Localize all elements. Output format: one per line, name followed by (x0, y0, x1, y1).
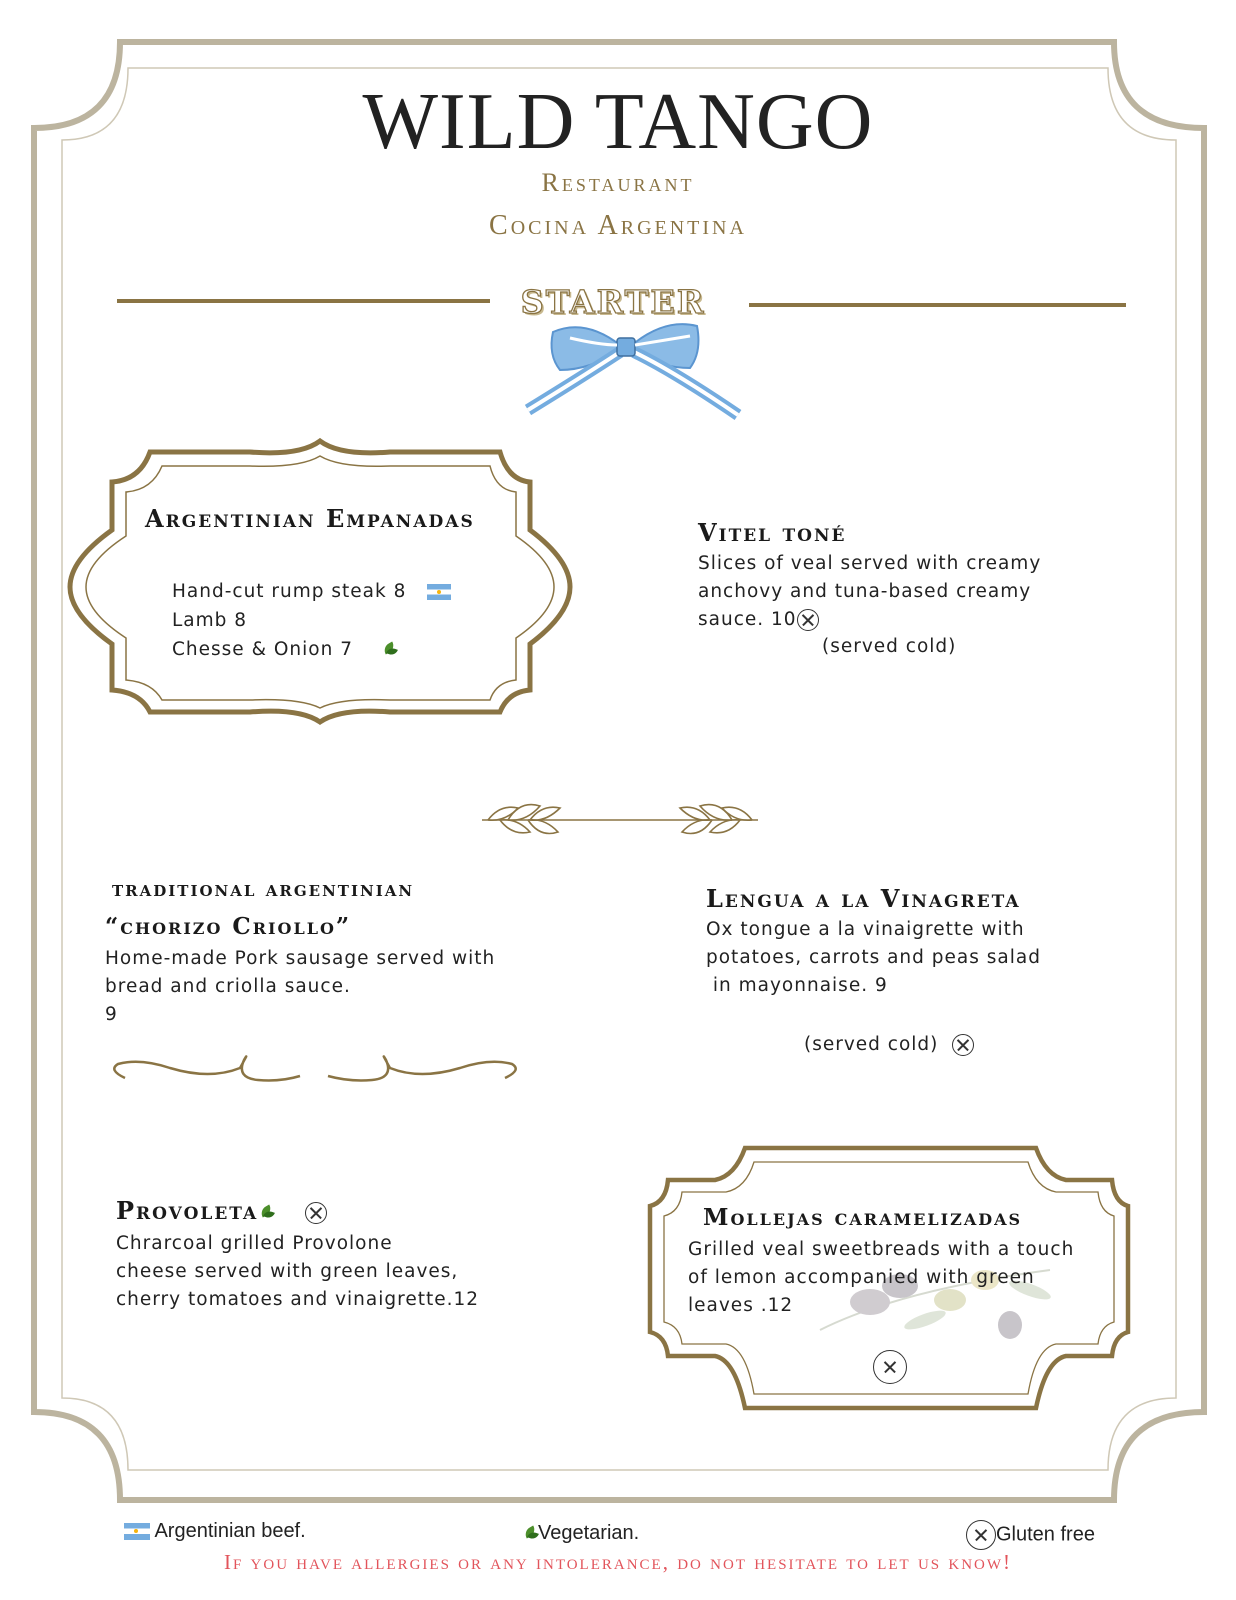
empanadas-line-3: Chesse & Onion 7 (172, 635, 451, 664)
empanadas-list (172, 577, 451, 664)
restaurant-tagline: Cocina Argentina (489, 210, 747, 241)
gluten-free-icon (797, 609, 819, 631)
chorizo-title-line2: “chorizo Criollo” (105, 913, 352, 940)
chorizo-description: Home-made Pork sausage served with bread and criolla sauce. 9 (105, 948, 496, 1025)
flourish-divider (114, 1056, 515, 1080)
gluten-free-icon (966, 1520, 996, 1550)
argentina-flag-icon (427, 584, 451, 600)
provoleta-description: Chrarcoal grilled Provolone cheese served with green leaves, cherry tomatoes and vinaigrette.12 (116, 1233, 480, 1310)
gluten-free-icon (873, 1350, 907, 1384)
vitel-note: (served cold) (822, 636, 957, 657)
leaf-icon (258, 1206, 274, 1220)
lengua-title: Lengua a la Vinagreta (706, 884, 1021, 913)
empanadas-line-2: Lamb 8 (172, 610, 248, 631)
lengua-note-row: (served cold) (804, 1031, 974, 1059)
lengua-description: Ox tongue a la vinaigrette with potatoes, carrots and peas salad in mayonnaise. 9 (706, 919, 1041, 996)
chorizo-title-line1: traditional argentinian (112, 876, 415, 901)
vitel-title: Vitel toné (698, 518, 847, 547)
restaurant-title: WILD TANGO (362, 78, 874, 166)
empanadas-line-1: Hand-cut rump steak 8 (172, 577, 451, 606)
argentina-flag-icon (124, 1523, 150, 1540)
leaf-icon (381, 643, 397, 657)
mollejas-gluten-free (873, 1350, 907, 1384)
provoleta-title-row: Provoleta (116, 1196, 327, 1225)
laurel-divider (482, 805, 758, 834)
gluten-free-icon (305, 1202, 327, 1224)
legend-gluten-free: Gluten free (966, 1520, 1095, 1550)
allergy-notice: If you have allergies or any intolerance, do not hesitate to let us know! (223, 1550, 1013, 1574)
mollejas-description: Grilled veal sweetbreads with a touch of lemon accompanied with green leaves .12 (688, 1239, 1075, 1316)
section-title: STARTER (520, 283, 706, 321)
mollejas-title: Mollejas caramelizadas (703, 1204, 1023, 1231)
ribbon-bow-icon (528, 324, 738, 415)
empanadas-title: Argentinian Empanadas (145, 504, 475, 533)
legend-vegetarian: Vegetarian. (522, 1522, 639, 1545)
legend-beef: Argentinian beef. (124, 1520, 306, 1543)
restaurant-subtitle: Restaurant (541, 168, 695, 197)
leaf-icon (522, 1527, 538, 1541)
vitel-description: Slices of veal served with creamy anchovy and tuna-based creamy sauce. 10 (698, 553, 1042, 630)
gluten-free-icon (952, 1034, 974, 1056)
